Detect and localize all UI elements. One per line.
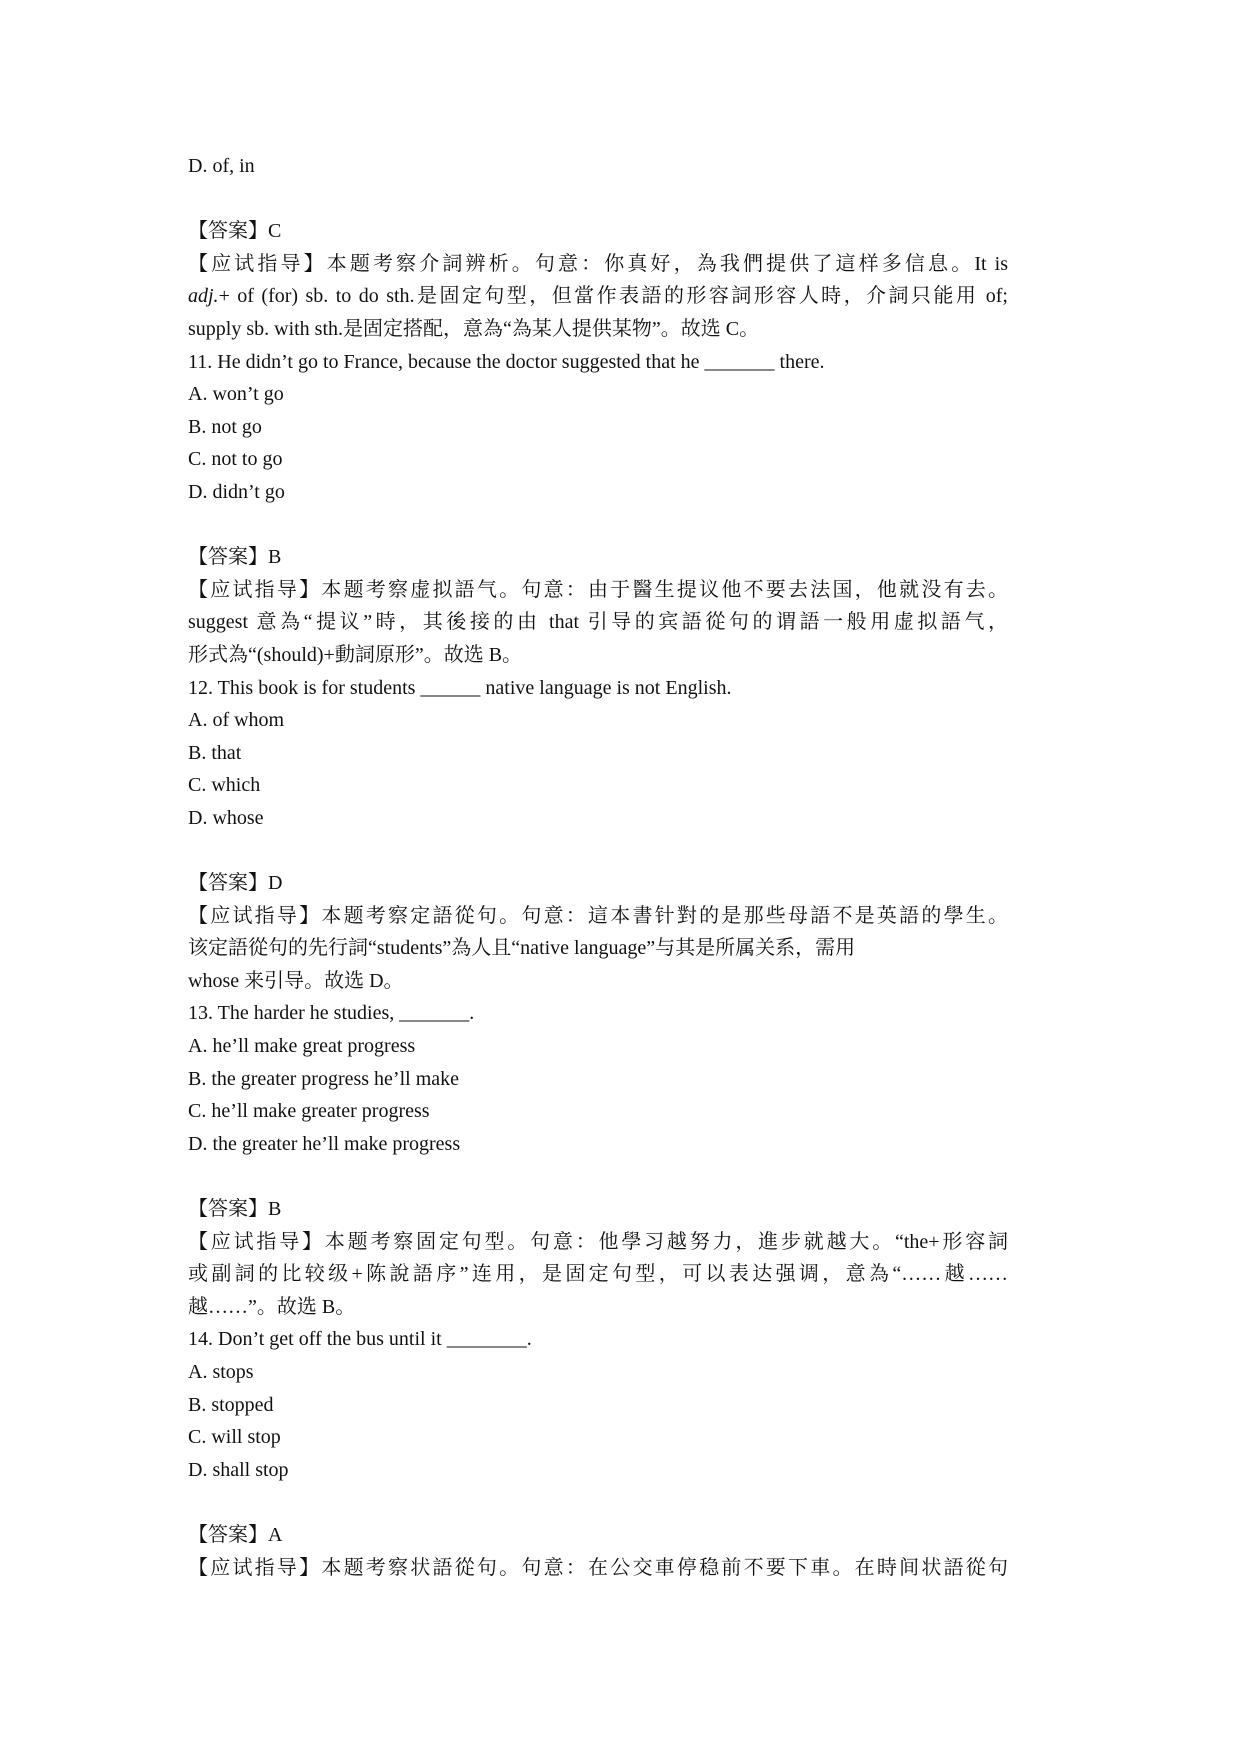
- q13-guide-line-2: 或副詞的比较级+陈說語序”连用，是固定句型，可以表达强调，意為“……越……: [188, 1263, 1008, 1286]
- guide-text: 本题考察介詞辨析。句意：你真好，為我們提供了這样多信息。It is: [326, 252, 1008, 275]
- q14-option-b: B. stopped: [188, 1393, 274, 1416]
- q10-option-d: D. of, in: [188, 155, 255, 177]
- guide-text: 本题考察定語從句。句意：這本書针對的是那些母語不是英語的學生。: [321, 904, 1008, 927]
- document-page: [188, 150, 1008, 1584]
- answer-value: D: [268, 872, 283, 895]
- q12-question: 12. This book is for students ______ native language is not English.: [188, 676, 732, 699]
- guide-italic-text: adj.: [188, 285, 219, 308]
- q11-option-a: A. won’t go: [188, 383, 284, 406]
- q13-question: 13. The harder he studies, _______.: [188, 1002, 475, 1025]
- blank-line: [188, 509, 1008, 542]
- answer-label: 【答案】: [188, 1198, 268, 1220]
- guide-label: 【应试指导】: [188, 904, 322, 927]
- q13-option-a: A. he’ll make great progress: [188, 1035, 416, 1058]
- guide-text: 本题考察固定句型。句意：他學习越努力，進步就越大。“the+形容詞: [324, 1230, 1008, 1253]
- q12-answer: [188, 867, 1008, 900]
- q11-guide-line-1: [188, 574, 1008, 607]
- q14-question: 14. Don’t get off the bus until it ________.: [188, 1328, 532, 1351]
- q14-guide-line-1: [188, 1552, 1008, 1585]
- q13-option-b: B. the greater progress he’ll make: [188, 1067, 460, 1090]
- q13-option-d: D. the greater he’ll make progress: [188, 1132, 461, 1155]
- guide-text: 本题考察虚拟語气。句意：由于醫生提议他不要去法国，他就没有去。: [321, 578, 1008, 601]
- q10-answer: [188, 215, 1008, 248]
- answer-label: 【答案】: [188, 1523, 268, 1546]
- guide-label: 【应试指导】: [188, 252, 327, 275]
- q11-option-d: D. didn’t go: [188, 480, 285, 503]
- blank-line: [188, 1486, 1008, 1519]
- guide-label: 【应试指导】: [188, 1556, 322, 1579]
- answer-value: A: [268, 1523, 283, 1546]
- q11-option-c: C. not to go: [188, 448, 283, 471]
- blank-line: [188, 1160, 1008, 1193]
- q12-option-b: B. that: [188, 741, 242, 764]
- answer-label: 【答案】: [188, 220, 268, 243]
- q12-option-c: C. which: [188, 774, 261, 797]
- q12-guide-line-2: 该定語從句的先行詞“students”為人且“native language”与其是所属关系，需用: [188, 937, 856, 960]
- answer-value: B: [268, 1198, 282, 1220]
- q13-option-c: C. he’ll make greater progress: [188, 1100, 430, 1123]
- q10-guide-line-3: supply sb. with sth.是固定搭配，意為“為某人提供某物”。故选 C。: [188, 317, 760, 340]
- q11-guide-line-3: 形式為“(should)+動詞原形”。故选 B。: [188, 643, 523, 666]
- guide-text: 本题考察状語從句。句意：在公交車停稳前不要下車。在時间状語從句: [321, 1556, 1008, 1579]
- q14-option-d: D. shall stop: [188, 1458, 289, 1481]
- q14-option-a: A. stops: [188, 1360, 254, 1383]
- blank-line: [188, 183, 1008, 216]
- q13-guide-line-3: 越……”。故选 B。: [188, 1295, 356, 1318]
- answer-label: 【答案】: [188, 546, 268, 569]
- q11-answer: [188, 541, 1008, 574]
- q14-option-c: C. will stop: [188, 1426, 281, 1449]
- q11-question: 11. He didn’t go to France, because the doctor suggested that he _______ there.: [188, 350, 825, 373]
- answer-value: B: [268, 546, 282, 569]
- q14-answer: [188, 1519, 1008, 1552]
- q10-guide-line-2: [188, 280, 1008, 313]
- q12-guide-line-3: whose 来引导。故选 D。: [188, 969, 404, 992]
- answer-value: C: [268, 220, 282, 243]
- q12-guide-line-1: [188, 900, 1008, 933]
- guide-label: 【应试指导】: [188, 1230, 325, 1253]
- q10-guide-line-1: [188, 248, 1008, 281]
- q13-guide-line-1: [188, 1226, 1008, 1259]
- q12-option-a: A. of whom: [188, 709, 285, 732]
- blank-line: [188, 834, 1008, 867]
- guide-text: + of (for) sb. to do sth.是固定句型，但當作表語的形容詞形容人時，介詞只能用 of;: [218, 285, 1008, 308]
- q11-guide-line-2: suggest 意為“提议”時，其後接的由 that 引导的宾語從句的谓語一般用虚拟語气，: [188, 611, 1008, 634]
- q12-option-d: D. whose: [188, 806, 264, 829]
- guide-label: 【应试指导】: [188, 578, 322, 601]
- q11-option-b: B. not go: [188, 415, 262, 438]
- q13-answer: [188, 1193, 1008, 1226]
- answer-label: 【答案】: [188, 872, 268, 895]
